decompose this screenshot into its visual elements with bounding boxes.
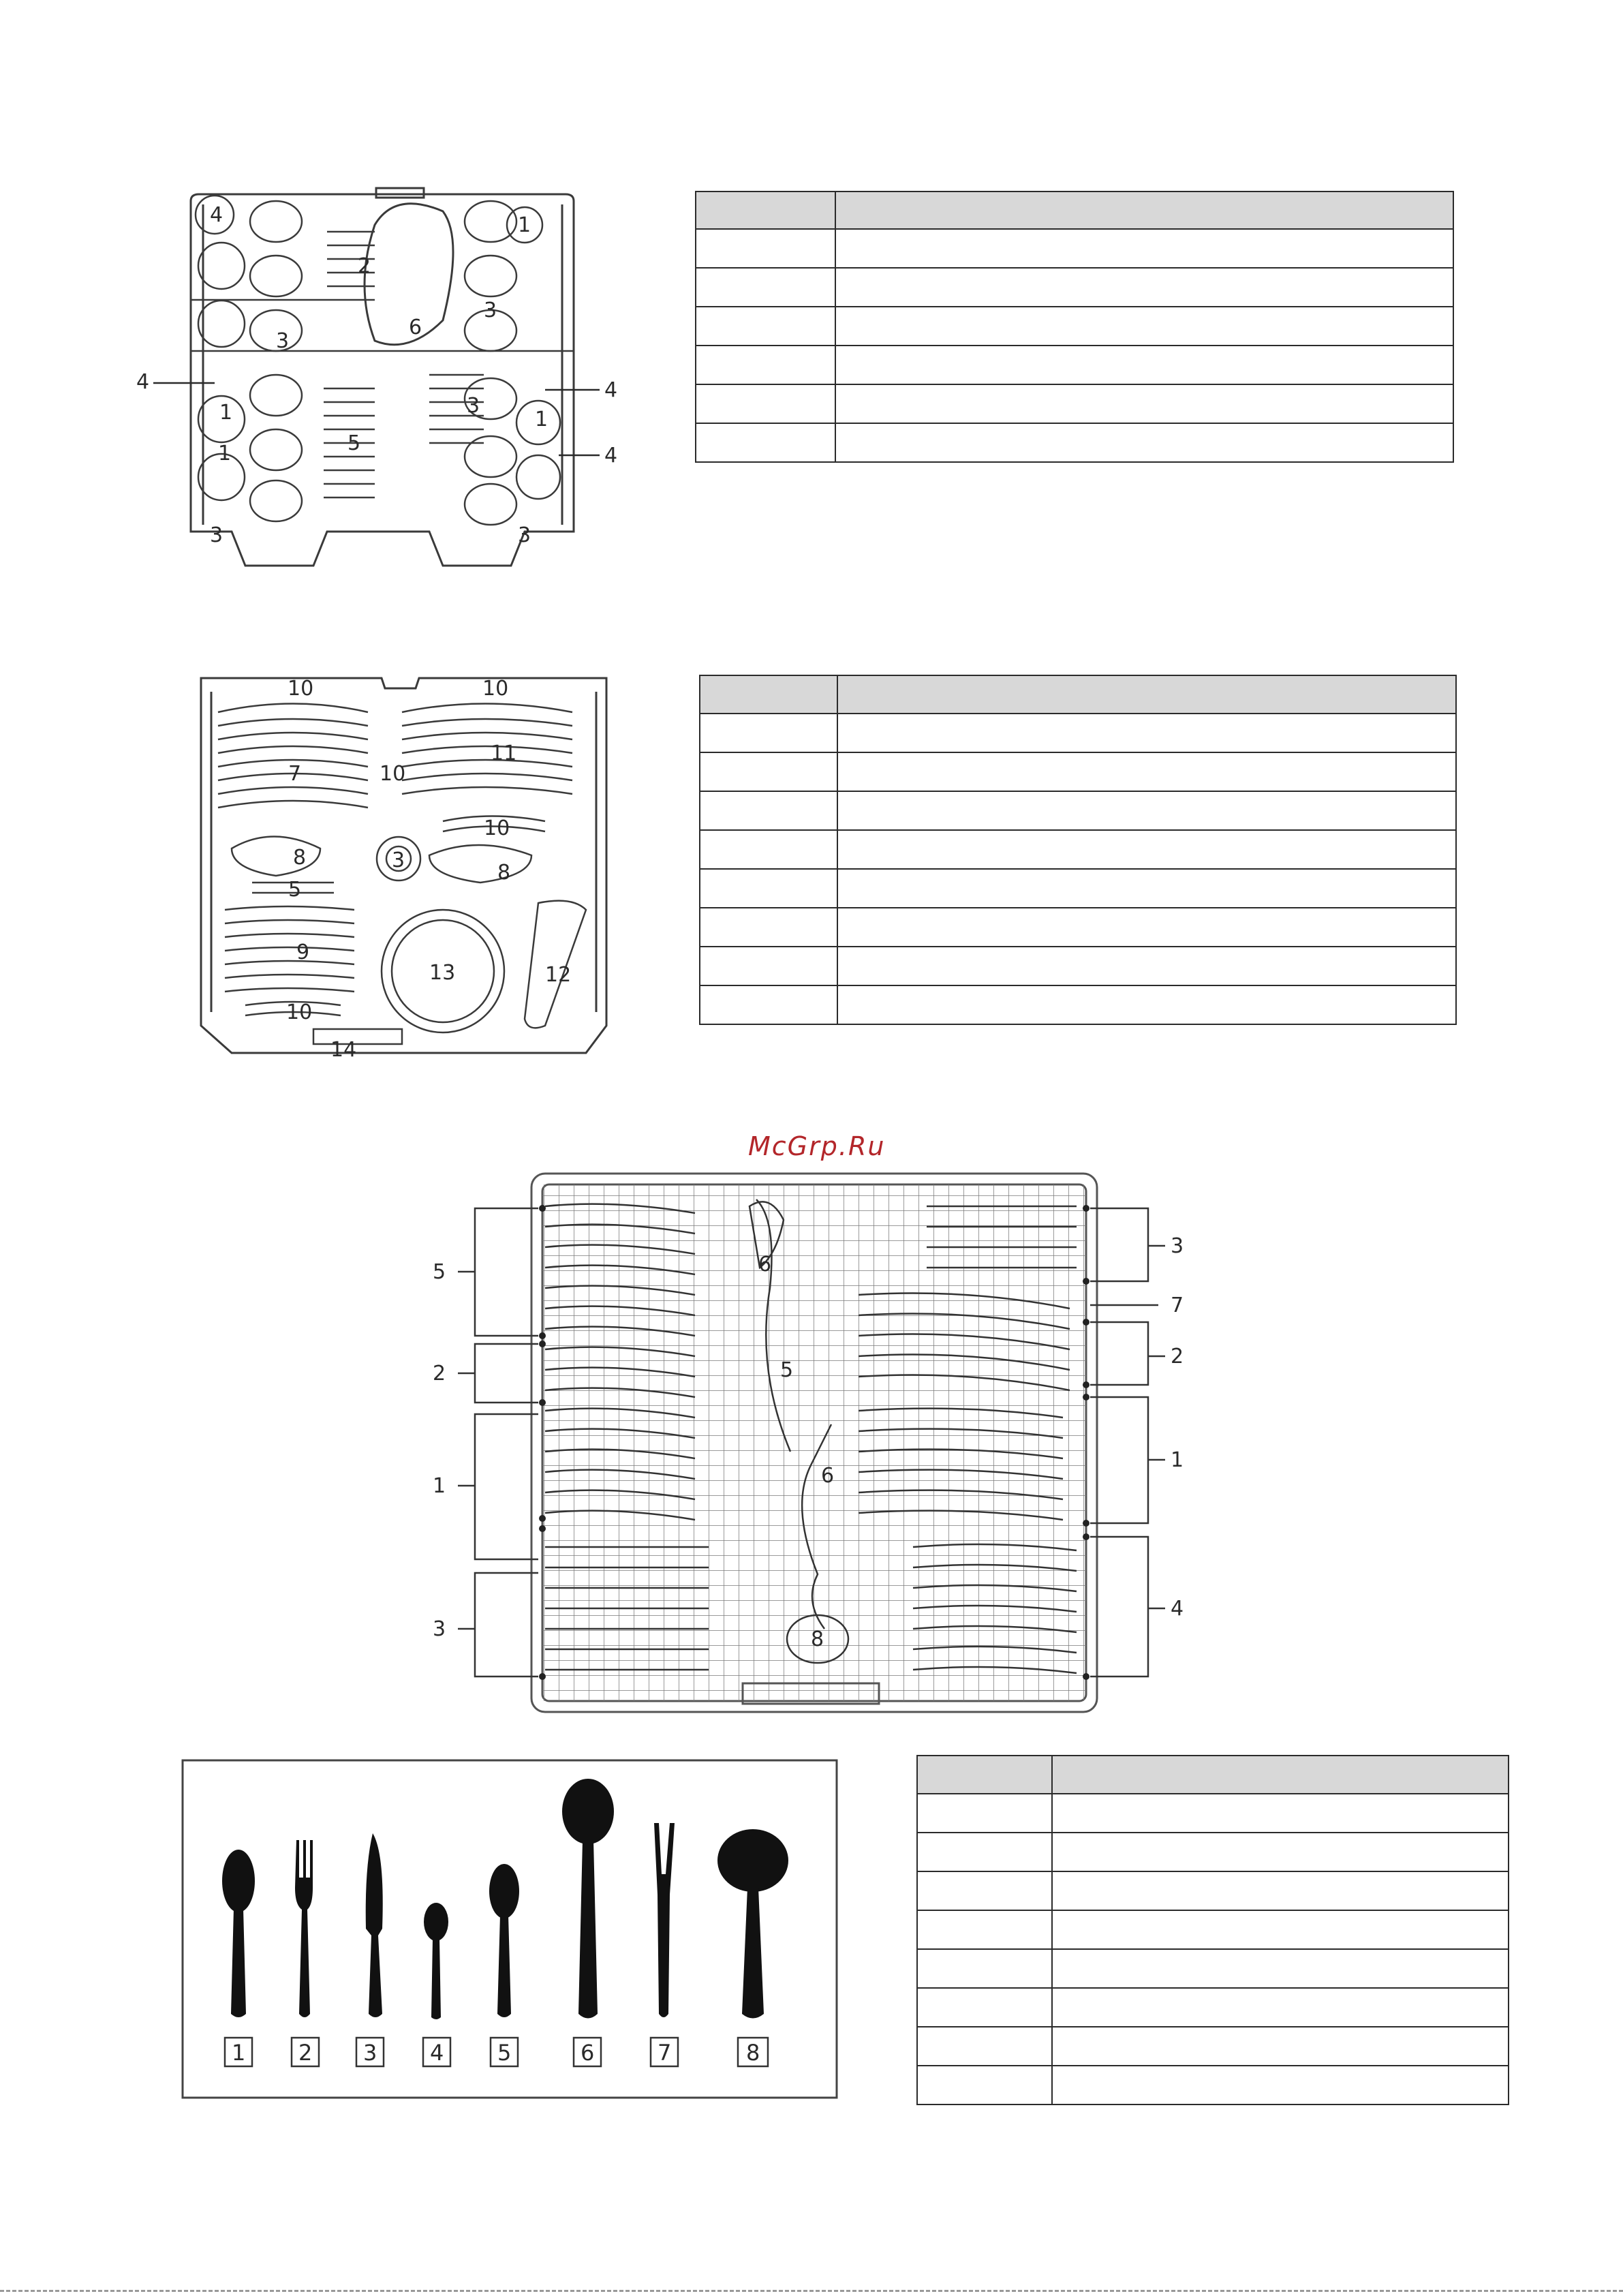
watermark: McGrp.Ru [748,1131,886,1161]
table-row [696,268,1453,307]
lower-callout-9: 5 [288,878,302,902]
table-header-cell [835,192,1453,229]
lower-callout-2: 10 [482,677,509,701]
upper-callout-16: 3 [518,523,531,547]
lower-callout-1: 10 [288,677,314,701]
cutlery-callout-11: 2 [1171,1345,1184,1368]
table-header-cell [1052,1756,1509,1794]
table-row [917,2066,1509,2104]
cutlery-callout-8: 3 [433,1617,446,1641]
upper-basket-legend-table [695,191,1454,463]
cutlery-callout-9: 3 [1171,1234,1184,1258]
upper-callout-14: 4 [604,444,618,468]
table-row [917,1871,1509,1910]
lower-callout-12: 13 [429,961,456,985]
lower-callout-4: 7 [288,762,302,786]
cutlery-number-3: 3 [363,2040,377,2066]
cutlery-number-6: 6 [581,2040,595,2066]
cutlery-callout-1: 6 [758,1253,772,1276]
upper-callout-10: 4 [604,378,618,402]
upper-callout-15: 3 [210,523,223,547]
table-row [696,384,1453,423]
cutlery-callout-2: 5 [780,1358,794,1382]
table-row [696,229,1453,268]
upper-callout-6: 3 [484,299,497,322]
lower-callout-6: 10 [484,816,510,840]
lower-callout-13: 12 [545,963,572,987]
cutlery-number-2: 2 [298,2040,313,2066]
dessert-spoon-icon [489,1864,519,2017]
upper-basket-diagram [123,184,640,593]
table-row [700,752,1456,791]
serving-fork-icon [654,1823,675,2017]
lower-callout-5: 10 [380,762,406,786]
table-row [917,1988,1509,2027]
lower-callout-15: 14 [330,1038,357,1062]
cutlery-number-8: 8 [746,2040,760,2066]
serving-spoon-icon [562,1779,614,2019]
soup-spoon-icon [222,1850,255,2017]
cutlery-callout-12: 1 [1171,1448,1184,1472]
upper-callout-1: 4 [210,203,223,227]
lower-callout-10: 8 [497,861,511,885]
cutlery-callout-5: 5 [433,1260,446,1284]
table-row [917,1794,1509,1833]
upper-callout-2: 2 [358,254,371,278]
table-row [700,869,1456,908]
table-row [917,1949,1509,1988]
lower-callout-7: 8 [293,846,307,870]
table-row [696,346,1453,384]
upper-callout-11: 1 [535,408,548,431]
upper-callout-5: 6 [409,316,422,339]
cutlery-number-4: 4 [430,2040,444,2066]
cutlery-callout-3: 6 [821,1464,835,1488]
table-row [700,947,1456,985]
lower-callout-14: 10 [286,1000,313,1024]
table-header-cell [917,1756,1052,1794]
cutlery-legend-table [916,1755,1509,2105]
upper-callout-8: 4 [136,370,150,394]
fork-icon [295,1840,313,2017]
page-bottom-rule [0,2290,1623,2292]
knife-icon [366,1833,383,2017]
cutlery-callout-6: 2 [433,1362,446,1386]
table-row [917,1910,1509,1949]
upper-callout-4: 1 [219,401,233,425]
table-row [696,307,1453,346]
table-header-cell [696,192,835,229]
cutlery-callout-4: 8 [811,1627,824,1651]
cutlery-number-5: 5 [497,2040,512,2066]
table-header-cell [837,675,1456,714]
cutlery-number-1: 1 [232,2040,246,2066]
upper-callout-13: 5 [347,431,361,455]
teaspoon-icon [424,1903,448,2019]
cutlery-callout-7: 1 [433,1474,446,1498]
table-row [917,1833,1509,1871]
table-row [696,423,1453,462]
lower-basket-diagram [191,671,627,1067]
cutlery-key-panel [181,1758,841,2102]
table-row [700,830,1456,869]
table-row [700,985,1456,1024]
ladle-icon [717,1829,788,2019]
lower-basket-legend-table [699,675,1457,1025]
table-row [917,2027,1509,2066]
table-row [700,714,1456,752]
upper-callout-12: 1 [218,442,232,465]
upper-callout-3: 1 [518,213,531,237]
cutlery-callout-13: 4 [1171,1597,1184,1621]
lower-callout-3: 11 [491,741,517,765]
cutlery-number-7: 7 [658,2040,672,2066]
table-header-cell [700,675,837,714]
table-row [700,908,1456,947]
cutlery-basket-diagram [409,1165,1226,1724]
upper-callout-9: 3 [467,394,480,418]
cutlery-callout-10: 7 [1171,1294,1184,1317]
upper-callout-7: 3 [276,329,290,353]
lower-callout-8: 3 [392,848,405,872]
table-row [700,791,1456,830]
lower-callout-11: 9 [296,940,310,964]
